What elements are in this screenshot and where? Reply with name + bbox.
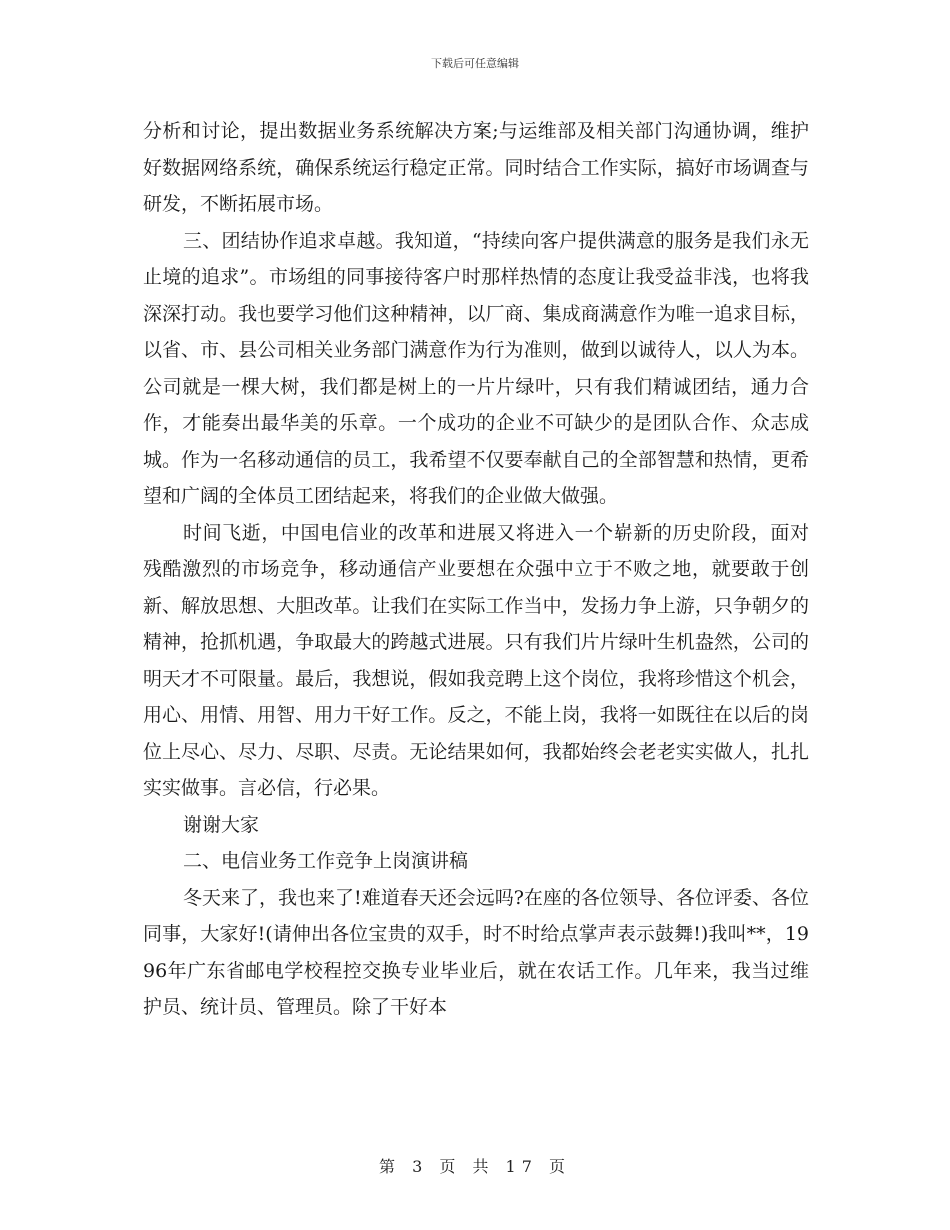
page-number-footer: 第 3 页 共 17 页 [379,1157,571,1176]
paragraph-conclusion: 时间飞逝，中国电信业的改革和进展又将进入一个崭新的历史阶段，面对残酷激烈的市场竞争，移动通信产业要想在众强中立于不败之地，就要敢于创新、解放思想、大胆改革。让我们在实际工作当中，发扬力争上游，只争朝夕的精神，抢抓机遇，争取最大的跨越式进展。只有我们片片绿叶生机盎然，公司的明天才不可限量。最后，我想说，假如我竞聘上这个岗位，我将珍惜这个机会，用心、用情、用智、用力干好工作。反之，不能上岗，我将一如既往在以后的岗位上尽心、尽力、尽职、尽责。无论结果如何，我都始终会老老实实做人，扎扎实实做事。言必信，行必果。 [143,521,809,799]
section-heading: 二、电信业务工作竞争上岗演讲稿 [183,850,469,872]
paragraph-teamwork: 三、团结协作追求卓越。我知道，“持续向客户提供满意的服务是我们永无止境的追求”。市场组的同事接待客户时那样热情的态度让我受益非浅，也将我深深打动。我也要学习他们这种精神，以厂商、集成商满意作为唯一追求目标，以省、市、县公司相关业务部门满意作为行为准则，做到以诚待人，以人为本。公司就是一棵大树，我们都是树上的一片片绿叶，只有我们精诚团结，通力合作，才能奏出最华美的乐章。一个成功的企业不可缺少的是团队合作、众志成城。作为一名移动通信的员工，我希望不仅要奉献自己的全部智慧和热情，更希望和广阔的全体员工团结起来，将我们的企业做大做强。 [143,229,809,507]
paragraph-thanks: 谢谢大家 [183,813,260,836]
document-body [143,113,809,1026]
paragraph-speech-opening: 冬天来了，我也来了!难道春天还会远吗?在座的各位领导、各位评委、各位同事，大家好!(请伸出各位宝贵的双手，时不时给点掌声表示鼓舞!)我叫**，1996年广东省邮电学校程控交换专业毕业后，就在农话工作。几年来，我当过维护员、统计员、管理员。除了干好本 [143,886,809,1018]
paragraph-continuation: 分析和讨论，提出数据业务系统解决方案;与运维部及相关部门沟通协调，维护好数据网络系统，确保系统运行稳定正常。同时结合工作实际，搞好市场调查与研发，不断拓展市场。 [143,120,809,215]
page-header-note: 下载后可任意编辑 [431,57,519,70]
